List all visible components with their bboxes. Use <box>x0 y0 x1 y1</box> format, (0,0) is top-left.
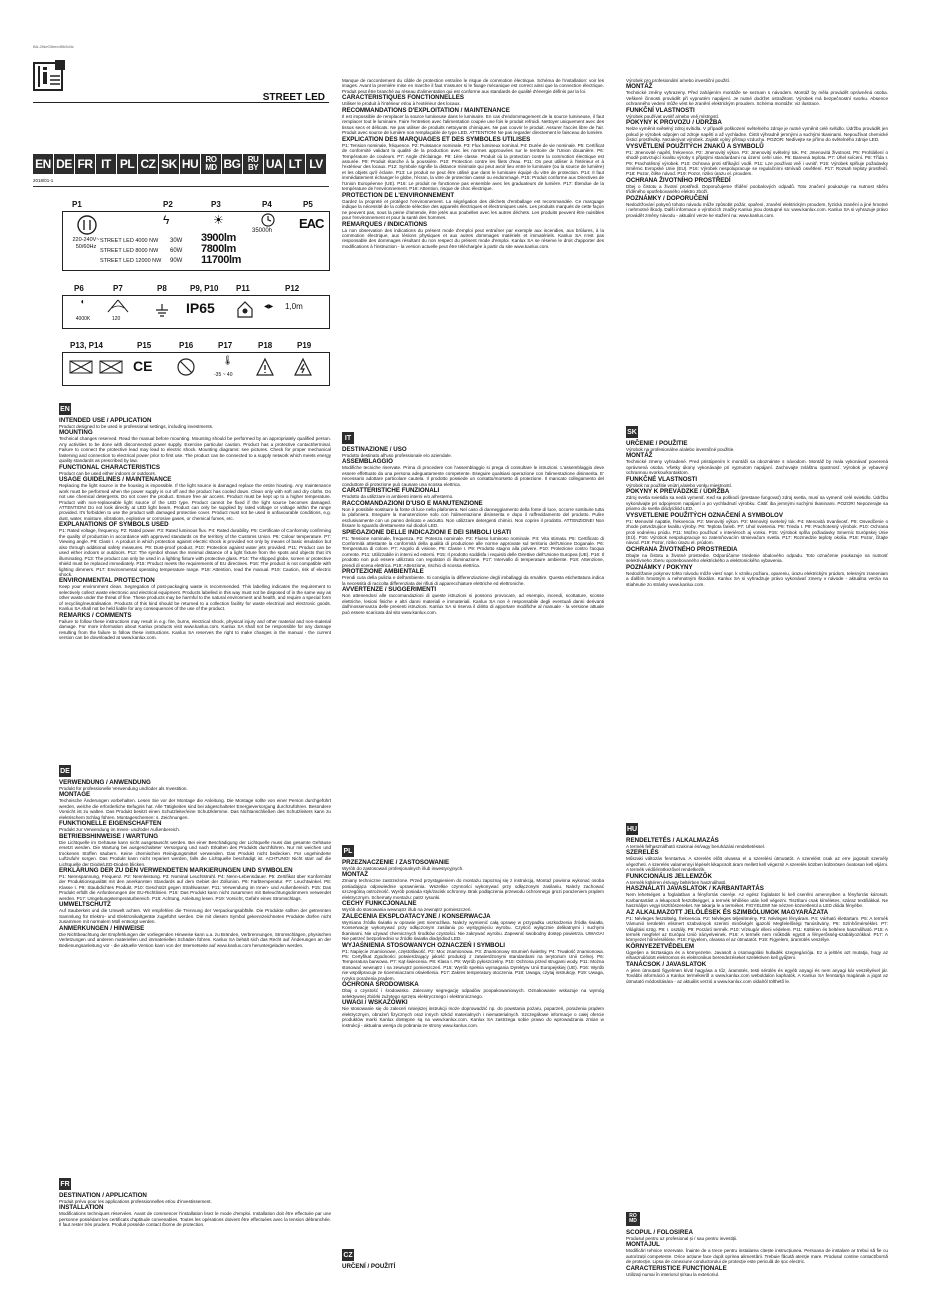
color-temp: 4000K <box>75 316 91 322</box>
section-fr: DESTINATION / APPLICATION Produit prévu pour les applications professionnelles et/ou d'investissement. INSTALLATION Modifications techniques réservées. Avant de commencer l'installation lisez le mode d'emploi. Installation doit être effectuée par une personne possédant les certificats d'aptitude convenables. Toutes les opérations doivent être effectuées avec la tension débranchée. Il faut rester très prudent. Produit possède contact /borne de protection. <box>59 1192 331 1228</box>
watt-2: 60W <box>170 248 183 254</box>
manual-icon <box>33 58 67 92</box>
read-manual-icon <box>255 357 275 382</box>
protective-glass-icon <box>68 358 128 381</box>
section-tag-cz: CZ <box>342 1249 354 1261</box>
lumen-2: 7800lm <box>201 243 236 255</box>
beam-angle: 120 <box>112 316 121 322</box>
lang-ua: UA <box>264 154 284 174</box>
p19-label: P19 <box>297 341 312 350</box>
lumen-3: 11700lm <box>201 254 242 266</box>
doc-date: 2018/01-1 <box>33 178 54 183</box>
lumen-1: 3900lm <box>201 232 236 244</box>
p5-label: P5 <box>303 200 313 209</box>
p18-label: P18 <box>258 341 273 350</box>
min-distance: 1,0m <box>285 302 303 311</box>
lang-it: IT <box>96 154 116 174</box>
lang-en: EN <box>33 154 53 174</box>
watt-3: 90W <box>170 258 183 264</box>
section-tag-sk: SK <box>626 426 638 438</box>
p1-label: P1 <box>72 200 82 209</box>
p17-label: P17 <box>218 341 233 350</box>
lang-bg: BG <box>222 154 242 174</box>
section-hu: RENDELTETÉS / ALKALMAZÁS A termék felhasználható szakmai és/vagy beruházási rendeltetéssel. SZERELÉS Műszaki változás fenntartva. A szerelés előtt olvassa el a szerelési útmutatót. A szerelést csak az erre jogosult személy végezheti. A szerelés valamennyi lépését kikapcsolt áram mellett kell végezni! A szerelés közben különösen óvatosan kell eljárni. A termék védőérintkezővel rendelkezik. FUNKCIONÁLIS JELLEMZŐK A termék kültéren és/vagy beltérben használható. HASZNÁLATI JAVASLATOK / KARBANTARTÁS Nem lehetséges a foglalatban a fényforrás cseréje. Az egész foglalatot ki kell cserélni amennyiben a fényforrás károsult. Karbantartást a lekapcsolt feszültséggel, a termék lehűlése után kell végezni. Tisztítani csak kíméletes, száraz textíliákkal. Ne használjon vegyi tisztítószereket. Ne takarja le a terméket. FIGYELEM! Ne nézzen közvetlenül a LED dióda fényébe. AZ ALKALMAZOTT JELÖLÉSEK ÉS SZIMBÓLUMOK MAGYARÁZATA P1: Névleges feszültség, frekvencia. P2: Névleges teljesítmény. P3: Névleges fényáram. P4: Várható élettartam. P5: A termék Vámunió területén elismert szabványok szerinti minőségét igazoló Megfelelőségi Tanúsítvány. P6: Színhőmérséklet. P7: Világítási szög. P8: I. osztály. P9: Porzáró termék. P10: Vízsugár elleni védelem. P11: Kültéren és beltéren használható. P15: A termék megfelel az Európai Unió irányelveinek. P16: A termék nem működik együtt a fényerősség-szabályozókkal. P17: A környezet hőmérséklete. P18: Figyelem, olvassa el az útmutatót. P19: Figyelem, áramütés veszélye. KÖRNYEZETVÉDELEM Ügyeljen a tisztaságra és a környezetre. Javasolt a csomagolási hulladék szegregációja. Ez a jelölés azt mutatja, hogy az elhasználódott elektromos és elektronikus berendezéseket szelektíven kell gyűjteni. TANÁCSOK / JAVASLATOK A jelen útmutató figyelmen kívül hagyása a tűz, áramütés, testi sérülés és egyéb anyagi és nem anyagi kár veszélyével jár. További információ a Kanlux termékeiről a www.kanlux.com weboldalon kaphatók. A Kanlux SA fenntartja magának a jogot az útmutató módosítására - az aktuális verzió a www.kanlux.com oldalról tölthető le. <box>626 837 888 984</box>
section-tag-ro: RO MD <box>626 1212 640 1226</box>
divider <box>33 186 329 187</box>
lang-lv: LV <box>306 154 326 174</box>
p16-label: P16 <box>179 341 194 350</box>
model-3: STREET LED 12000 NW <box>100 258 162 264</box>
section-it: DESTINAZIONE / USO Prodotto destinato all'uso professionale e/o aziendale. ASSEMBLAGGIO Modifiche tecniche riservate. Prima di procedere con l'assemblaggio si prega di consultare le istruzioni. L'assemblaggio deve essere effettuato da una persona adeguatamente competente. Eseguire qualsiasi operazione con l'alimentazione disinserita. E' necessario adottare particolare cautela. Il prodotto possiede un contatto/morsetto di protezione. Il mancato collegamento del conduttore di protezione può causare una scossa elettrica. CARATTERISTICHE FUNZIONALI Prodotto da utilizzare in ambienti interni e/o all'esterno. RACCOMANDAZIONI D'USO E MANUTENZIONE Non è possibile sostituire la fonte di luce nella plafoniera. Nel caso di danneggiamento della fonte di luce, occorre sostituire tutta la plafoniera. Eseguire la manutenzione solo con l'alimentazione disinserita e dopo il raffreddamento del prodotto. Pulire esclusivamente con un panno delicato e asciutto. Non utilizzare detergenti chimici. Non coprire il prodotto. ATTENZIONE! Non fissare lo sguardo direttamente sul diodo/i LED. SPIEGAZIONE DELLE INDICAZIONI E DEI SIMBOLI USATI P1: Tensione nominale, frequenza. P2: Potenza nominale. P3: Flusso luminoso nominale. P4: Vita stimata. P5: Certificato di Conformità attestante la conformità della qualità di produzione alle norme approvate sul territorio dell'Unione Doganale. P6: Temperatura di colore. P7: Angolo di visione. P8: Classe I. P9: Prodotto stagno alla polvere. P10: Protezione contro l'acqua corrente. P11: Utilizzabile in interni ed esterni. P15: Il prodotto soddisfa i requisiti delle Direttive dell'Unione Europea (UE). P16: Il prodotto non può essere utilizzato con regolatori di illuminazione. P17: Intervallo di temperature ambiente. P18: Attenzione, prendi di scena elettrica. P19: Attenzione, rischio di scossa elettrica. PROTEZIONE AMBIENTALE Prendi cura della pulizia e dell'ambiente. Si consiglia la differenziazione degli imballaggi da smaltire. Questa etichettatura indica la necessità di raccolta differenziata dei rifiuti di apparecchiature elettriche ed elettroniche. AVVERTENZE / SUGGERIMENTI Non attenendosi alle raccomandazioni di queste istruzioni si possono provocare, ad esempio, incendi, scottature, scosse elettriche, lesioni fisiche e altri danni materiali e immateriali. Kanlux SA non è responsabile degli eventuali danni derivanti dall'inosservanza delle presenti istruzioni. Kanlux SA si riserva il diritto di apportare modifiche al manuale - la versione attuale può essere scaricata dal sito www.kanlux.com. <box>342 446 604 615</box>
section-ro: SCOPUL / FOLOSIREA Produsul pentru uz profesional și / sau pentru investiții. MONTAJUL Modificări tehnice rezervate. Înainte de a trece pentru instalarea citește instrucțiunea. Persoana de instalare ar trebui să fie cu autorizații competente. Orice acțiune face după oprirea alimentării. Trebuie făcută atenție mare. Produsul contine contact/bornă de protecție. Lipsa de conexiune conductorului de protecție este periculă de șoc electric. CARACTERISTICE FUNCȚIONALE Utilizați numai în interiorul și/sau la exterioriul. <box>626 1229 888 1277</box>
watt-1: 30W <box>170 238 183 244</box>
ce-icon: CE <box>133 358 153 374</box>
indoor-outdoor-icon <box>235 299 255 324</box>
lang-ro: RO MD <box>201 154 221 174</box>
model-2: STREET LED 8000 NW <box>100 248 159 254</box>
lang-hu: HU <box>180 154 200 174</box>
p9-10-label: P9, P10 <box>190 284 219 293</box>
lang-cz: CZ <box>138 154 158 174</box>
p4-label: P4 <box>262 200 272 209</box>
section-tag-pl: PL <box>342 845 354 857</box>
p12-label: P12 <box>285 284 300 293</box>
section-tag-it: IT <box>342 432 354 444</box>
section-tag-de: DE <box>59 765 71 777</box>
temperature-range: -35 ~ 40 <box>214 372 233 378</box>
section-sk: URČENIE / POUŽITIE Výrobok na profesionálne a/alebo investičné použitie. MONTÁŽ Technické zmeny vyhradené. Pred pristúpením k montáži sa oboznámte s návodom. Montáž by mala vykonávať poverená oprávnená osoba. Všetky úkony vykonávajte pri vypnutom napájaní. Zachovajte zvláštnu opatrnosť. Výrobok je vybavený ochrannou svorkou/kontaktom. FUNKČNÉ VLASTNOSTI Výrobok na použitie vnútri a/alebo vonku miestností. POKYNY K PREVÁDZKE / ÚDRŽBA Zdroj svetla svietidla sa nedá vymeniť. Keď sa poškodí (prestane fungovať) zdroj svetla, musí sa vymeniť celé svietidlo. Údržbu vykonávajte pri odpojenom napájaní a po vychladnutí výrobku. Čistiť iba jemnými suchými tkaninami. POZOR! Nepozerajte sa priamo do svetla diódy/diód LED. VYSVETLENIE POUŽITÝCH OZNAČENÍ A SYMBOLOV P1: Menovité napätie, frekvencia. P2: Menovitý výkon. P3: Menovitý svetelný tok. P4: Menovitá trvanlivosť. P5: Osvedčenie o zhode potvrdzujúce kvalitu výroby. P6: Teplota farieb. P7: Uhol svietenia. P8: Trieda I. P9: Prachotesný výrobok. P10: Ochrana proti vodnému prúdu. P11: Možno používať v interiéroch aj vonku. P15: Výrobok spĺňa požiadavky Smerníc Európskej Únie (EÚ). P16: Výrobok nespolupracuje so zatemňovacím stmievačom svetla. P17: Rozmedzie teploty okolia. P18: Pozor, čítajte návod. P19: Pozor, riziko úrazu el. prúdom. OCHRANA ŽIVOTNÉHO PROSTREDIA Dbajte na čistotu a životné prostredie. Odporúčame triedenie obalového odpadu. Toto označenie poukazuje na nutnosť selektívneho zberu opotrebovaného elektrického a elektronického vybavenia. POZNÁMKY / POKYNY Nedodržanie pokynov tohto návodu môže viesť napr. k vzniku požiaru, opareniu, úrazu elektrickým prúdom, telesným zraneniam a ďalším hmotným a nehmotným škodám. Kanlux SA si vyhradzuje právo vykonávať zmeny v návode - aktuálna verzia na stiahnutie zo stránky www.kanlux.com. <box>626 440 888 587</box>
p2-label: P2 <box>163 200 173 209</box>
ip-rating: IP65 <box>186 300 215 316</box>
lang-ru: RU BY <box>243 154 263 174</box>
rated-life: 35000h <box>252 228 273 234</box>
section-tag-hu: HU <box>626 823 638 835</box>
section-de: VERWENDUNG / ANWENDUNG Produkt für professionelle Verwendung und/oder als Investition. MONTAGE Technische Änderungen vorbehalten. Lesen Sie vor der Montage die Anleitung. Die Montage sollte von einer Person durchgeführt werden, welche die erforderliche Befugnis hat. Alle Tätigkeiten sind bei abgeschalteter Energieversorgung durchzuführen. Besondere Vorsicht ist zu walten. Das Produkt besitzt einen Schutzleiter/eine Schutzklemme. Das Nichtanschließen des Schutzleiters kann zu elektrischem Schlag führen. Montageschemen: s. Zeichnungen. FUNKTIONELLE EIGENSCHAFTEN Produkt zur Verwendung im Innen- und/oder Außenbereich. BETRIEBSHINWEISE / WARTUNG Die Lichtquelle im Gehäuse kann nicht ausgetauscht werden. Bei einer Beschädigung der Lichtquelle muss das gesamte Gehäuse ersetzt werden. Die Wartung bei ausgeschalteter Versorgung und nach Erkalten des Produkts durchführen. Nur mit weichen und trockenen Stoffen säubern. Keine chemischen Reinigungsmittel verwenden. Das Produkt nicht bedecken. Für ungehinderte Luftzufuhr sorgen. Das Produkt kann nicht repariert werden, falls die Lichtquelle beschädigt ist. ACHTUNG! Nicht starr auf die Lichtquelle der Diode/LED-Dioden blicken. ERKLÄRUNG DER ZU DEN VERWENDETEN MARKIERUNGEN UND SYMBOLEN P1: Nennspannung, Frequenz. P2: Nennleistung. P3: Nominal Leuchtstrahl. P4: Nenn-Lebensdauer. P5: Zertifikat über Konformität der Produktionsqualität mit den anerkannten Standards auf dem Gebiet der Zollunion. P6: Farbtemperatur. P7: Leuchtwinkel. P8: Klasse I. P9: Staubdichtes Produkt. P10: Geschützt gegen Strahlwasser. P11: Verwendung im Innen- und Außenbereich. P15: Das Produkt erfüllt die Anforderungen der EU-Richtlinien. P16: Das Produkt kann nicht zusammen mit Beleuchtungsdimmern verwendet werden. P17: Umgebungstemperaturbereich. P18: Achtung, Anleitung lesen. P19: Vorsicht, Gefahr eines Stromschlags. UMWELTSCHUTZ Auf Sauberkeit und die Umwelt achten. Wir empfehlen die Trennung der Verpackungsabfälle. Die Produkte sollten der getrennten Sammlung für Elektro- und Elektronikaltgeräte zugeführt werden. Die mit diesem Symbol gekennzeichneten Produkte dürfen nicht zusammen mit normalem Müll entsorgt werden. ANMERKUNGEN / HINWEISE Die Nichtbeachtung der Empfehlungen der vorliegenden Hinweise kann u.a. zu Bränden, Verbrennungen, Stromschlägen, physischen Verletzungen und anderen materiellen und immateriellen Schäden führen. Kanlux SA behält sich das Recht auf Änderungen an der Bedienungsanleitung vor - die aktuelle Version kann von der Internetseite auf www.kanlux.com heruntergeladen werden. <box>59 779 331 948</box>
bolt-icon: ϟ <box>163 213 170 227</box>
eac-icon: EAC <box>299 216 324 231</box>
rated-voltage: 220-240V~ 50/60Hz <box>72 237 100 250</box>
p3-label: P3 <box>211 200 221 209</box>
lang-fr: FR <box>75 154 95 174</box>
lang-pl: PL <box>117 154 137 174</box>
p11-label: P11 <box>236 284 250 293</box>
lumen-list <box>201 233 241 266</box>
lang-de: DE <box>54 154 74 174</box>
language-flags <box>33 154 333 174</box>
p6-label: P6 <box>74 284 84 293</box>
thermometer-icon: 🌡 <box>222 355 234 365</box>
p13-14-label: P13, P14 <box>70 341 103 350</box>
color-temp-icon: ◐ <box>80 297 86 306</box>
section-tag-fr: FR <box>59 1178 71 1190</box>
earth-icon <box>154 303 170 322</box>
section-cz: URČENÍ / POUŽITÍ <box>342 1263 396 1270</box>
p8-label: P8 <box>157 284 167 293</box>
page-title: STREET LED <box>262 92 325 103</box>
lang-lt: LT <box>285 154 305 174</box>
p15-label: P15 <box>137 341 152 350</box>
shock-risk-icon <box>293 357 313 382</box>
model-list <box>100 236 161 266</box>
min-distance-icon: ◀▶ <box>264 304 274 310</box>
section-tag-en: EN <box>59 403 71 415</box>
section-pl: PRZEZNACZENIE / ZASTOSOWANIE Wyrób do zastosowań profesjonalnych i/lub inwestycyjnych. MONTAŻ Zmiany techniczne zastrzeżone. Przed przystąpieniem do montażu zapoznaj się z instrukcją. Montaż powinna wykonać osoba posiadająca odpowiednie uprawnienia. Wszelkie czynności wykonywać przy odłączonym zasilaniu. Należy zachować szczególną ostrożność. Wyrób posiada styk/zacisk ochronny. Brak podłączenia przewodu ochronnego grozi porażeniem prądem elektrycznym. Schematy montażu: patrz rysunki. CECHY FUNKCJONALNE Wyrób do stosowania wewnątrz i/lub na zewnątrz pomieszczeń. ZALECENIA EKSPLOATACYJNE / KONSERWACJA Wymiana źródła światła w oprawie jest niemożliwa. Należy wymienić całą oprawę w przypadku uszkodzenia źródła światła. Konserwację wykonywać przy odłączonym zasilaniu po wystygnięciu wyrobu. Czyścić wyłącznie delikatnymi i suchymi tkaninami. Nie używać chemicznych środków czystości. Nie zakrywać wyrobu. Zapewnić swobodny dostęp powietrza. UWAGA! Nie patrzeć bezpośrednio w źródło światła diody/diod LED. WYJAŚNIENIA STOSOWANYCH OZNACZEŃ I SYMBOLI P1: Napięcie znamionowe, częstotliwość. P2: Moc znamionowa. P3: Znamionowy strumień świetlny. P4: Trwałość znamionowa. P5: Certyfikat Zgodności potwierdzający jakość produkcji z zatwierdzonymi standardami na terytorium Unii Celnej. P6: Temperatura barwowa. P7: Kąt świecenia. P8: Klasa I. P9: Wyrób pyłoszczelny. P10: Ochrona przed strugami wody. P11: Można stosować wewnątrz i na zewnątrz pomieszczeń. P15: Wyrób spełnia wymagania Dyrektyw Unii Europejskiej (UE). P16: Wyrób nie współpracuje ze ściemniaczami oświetlenia. P17: Zakres temperatury otoczenia. P18: Uwaga, czytaj instrukcję. P19: Uwaga, ryzyko porażenia prądem. OCHRONA ŚRODOWISKA Dbaj o czystość i środowisko. Zalecamy segregację odpadów poopakowaniowych. Oznakowanie wskazuje na wymóg selektywnej zbiórki zużytego sprzętu elektrycznego i elektronicznego. UWAGI / WSKAZÓWKI Nie stosowanie się do zaleceń niniejszej instrukcji może doprowadzić np. do powstania pożaru, poparzeń, porażenia prądem elektrycznym, obrażeń fizycznych oraz innych szkód materialnych i niematerialnych. Szczegółowe informacje o całej ofercie produktów marki Kanlux dostępne są na www.kanlux.com. Kanlux SA zastrzega sobie prawo do wprowadzania zmian w instrukcji - aktualna wersja do pobrania ze strony www.kanlux.com. <box>342 859 604 1028</box>
watt-list <box>170 236 182 266</box>
doc-code: BA-2fde03beed5b5d4c <box>33 44 74 49</box>
section-fr-continued: Manque de raccordement du câble de protection entraîne le risque de commotion électrique. Schéma de l'installation: voir les images. Avant la première mise en marche il faut s'assurer si le fixage mécanique est correct ainsi que la connection électrique. Produit peut être branché au réseau d'alimentation qui est conforme aux standards de qualité d'énergie définis par la loi. CARACTERISTIQUES FONCTIONNELLES Utiliser le produit à l'intérieur et/ou à l'extérieur des locaux. RECOMMANDATIONS D'EXPLOITATION / MAINTENANCE Il est impossible de remplacer la source lumineuse dans le luminaire. En cas d'endommagement de la source lumineuse, il faut remplacer tout le luminaire. Faire l'entretien avec l'alimentation coupée une fois le produit refroidi. Nettoyer uniquement avec des tissus secs et délicats. Ne pas utiliser de produits nettoyants chimiques. Ne pas couvrir le produit. Assurer l'accès libre de l'air. Produit avec source de lumière non remplaçable de type LED. ATTENTION! Ne pas regarder directement le faisceau de lumière. EXPLICATION DES MARQUAGES ET DES SYMBOLES UTILISES P1: Tension nominale, fréquence. P2: Puissance nominale. P3: Flux lumineux nominal. P4: Durée de vie nominale. P5: Certificat de conformité validant la qualité de la production avec les normes approuvées sur le territoire de l'Union douanière. P6: Température de couleurs. P7: Angle d'éclairage. P8: 1ère classe. Produit où la protection contre la commotion électrique est assurée. P9: Produit étanche à la poussière. P10: Protection contre les filets d'eau. P11: On peut utiliser à l'intérieur et à l'extérieur des locaux. P12: Symbole signifie la distance minimale qui peut avoir lieu entre le luminaire (ou la source de lumière) et les objets qu'il éclaire. P13: Le produit ne peut être utilisé que dans le luminaire équipé du vitre de protection. P14: Il faut immédiatement échanger le globe, l'écran, la vitre de protection cassé ou endommagé. P15: Produit conforme aux Directives de l'Union Européenne (UE). P16: Le produit ne fonctionne pas ensemble avec les graduateurs de lumière. P17: Étendue de la température de l'environnement. P18: Attention, risque de choc électrique. PROTECTION DE L'ENVIRONNEMENT Gardez la propreté et protégez l'environnement. La ségrégation des déchets d'emballage est recommandée. Ce marquage indique la nécessité de la collecte sélective des appareils électriques et électroniques usés. Les produits marqués de cette façon ne peuvent pas, sous la peine d'amende, être jetés aux poubelles avec les autres déchets. Les produits peuvent être nuisibles pour l'environnement et pour la santé des hommes. REMARQUES / INDICATIONS La non observation des indications du présent mode d'emploi peut entraîner par exemple aux incendies, aux brûlures, à la commotion électrique, aux lésions physiques et aux autres dommages matériels et immatériels. Kanlux SA n'est pas responsable des dommages résultant du non respect du présent mode d'emploi. Kanlux SA se réserve le droit d'apporter des modifications à l'instruction - la version actuelle peut être téléchargée à partir du site www.kanlux.com. <box>342 78 604 249</box>
lang-sk: SK <box>159 154 179 174</box>
section-cz-continued: Výrobek pro profesionální a/nebo investiční použití. MONTÁŽ Technické změny vyhrazeny. Před zahájením montáže se seznam s návodem. Montáž by měla provádět oprávněná osoba. Veškeré činnosti provádět při vypnutém napájení. Je nutné dodržet ostražitost. Výrobek má bezpečnostní svorku. Absence ochranného vedení může vést ke zranění elektrickým proudem. Schéma montáže: viz ilustrace. FUNKČNÍ VLASTNOSTI Výrobek používat uvnitř a/nebo vně místností. POKYNY K PROVOZU / ÚDRŽBA Nelze vyměnit světelný zdroj svítidla. V případě poškození světelného zdroje je nutné vyměnit celé svítidlo. Údržbu provádět jen pokud je výrobek odpojen od zdroje napětí a až vychladne. Čistit výhradně jemnými a suchými tkaninami. Nepoužívat chemické čisticí prostředky. Nezakrývat výrobek. Zajistit volný přístup vzduchu. POZOR: Nedívejte se přímo do světelného zdroje LED. VYSVĚTLENÍ POUŽITÝCH ZNAKŮ A SYMBOLŮ P1: Jmenovité napětí, frekvence. P2: Jmenovitý výkon. P3: Jmenovitý světelný tok. P4: Jmenovitá životnost. P5: Prohlášení o shodě potvrzující kvalitu výroby s přijatými standardami na území celní unie. P6: Barevná teplota. P7: Úhel svícení. P8: Třída I. P9: Prachotěsný výrobek. P10: Ochrana proti stříkající vodě. P11: Lze používat vně i uvnitř. P15: Výrobek splňuje požadavky Směrnic Evropské Unie (EU). P16: Výrobek nespolupracuje se regulačními stmívači osvětlení. P17: Rozsah teploty prostředí. P18: Pozor, čtěte návod. P19: Pozor, riziko úrazu el. proudem. OCHRANA ŽIVOTNÍHO PROSTŘEDÍ Dbej o čistotu a životní prostředí. Doporučujeme třídění poobalových odpadů. Toto značení poukazuje na nutnost sběru tříděného opotřebovaného elektro zboží. POZNÁMKY / DOPORUČENÍ Nedodržování pokynů tohoto návodu může způsobit požár, opaření, zranění elektrickým proudem, fyzická zranění a jiné hmotné i nehmotné škody. Další informace o výrobcích značky Kanlux jsou dostupné na: www.kanlux.com. Kanlux SA si vyhrazuje právo provádět změny návodu - aktuální verze ke stažení na: www.kanlux.com. <box>626 78 888 218</box>
no-dimmer-icon <box>176 357 196 382</box>
bulb-icon: ☀ <box>213 213 224 227</box>
p7-label: P7 <box>113 284 123 293</box>
section-en: INTENDED USE / APPLICATION Product designed to be used in professional settings, including investments. MOUNTING Technical changes reserved. Read the manual before mounting. Mounting should be performed by an appropriately qualified person. Any activities to be done with disconnected power supply. Exercise particular caution. Product has a protective contact/terminal. Failure to connect the protective lead may lead to electric shock. Mounting diagrams: see pictures. Check for proper mechanical fastening and connection to electrical power prior to first use. The product can be connected to a supply network which meets energy quality standards as prescribed by law. FUNCTIONAL CHARACTERISTICS Product can be used either indoors or outdoors. USAGE GUIDELINES / MAINTENANCE Replacing the light source in the housing is impossible. If the light source is damaged replace the entire housing. Any maintenance work must be performed when the power supply is cut off and the product has cooled down. Clean only with soft and dry cloths. Do not use chemical detergents. Do not cover the product. Ensure free air access. Product must be kept up to a higher temperature. Product with non-replaceable light source of the LED type. Product cannot be fixed if the light source becomes damaged. ATTENTION! Do not look directly at LED light beam. Product can only be supplied by rated voltage or voltage within the range provided. It's forbidden to use the product with damaged protective cover. Product must not be used in unfavourable conditions, e.g. dust, water, moisture, vibrations, explosive or corrosive gases, or chemical fumes, etc. EXPLANATIONS OF SYMBOLS USED P1: Rated voltage, frequency. P2: Rated power. P3: Rated luminous flux. P4: Rated durability. P5: Certificate of Conformity confirming the quality of production in accordance with approved standards on the territory of the Customs Union. P6: Colour temperature. P7: Viewing angle. P8: Class I. A product in which protection against electric shock is provided not only by means of basic insulation but also through additional safety measures. P9: Dust-proof product. P10: Protection against water jets provided. P11: Product can be used either indoors or outdoors. P12: The symbol shows the minimal distance of a light fixture from the spots and objects that it's illuminating. P13: The product can only be used in a lighting fixture with protective glass. P14: The shipped globe, screen or protective shield must be replaced immediately. P15: Product meets the requirements of EU directives. P16: The product is not compatible with lighting dimmers. P17: Environmental operating temperature range. P18: Attention, read the manual. P19: Caution, risk of electric shock. ENVIRONMENTAL PROTECTION Keep your environment clean. Segregation of post-packaging waste is recommended. This labelling indicates the requirement to selectively collect waste electronic and electrical equipment. Products labelled in this way must not be disposed of in the same way as other waste under the threat of fine. These products may be harmful to the natural environment and health, and require a special form of recycling/neutralisation. Products of this kind should be returned to a collection facility for waste electrical and electronic goods. Kanlux SA shall not be held liable for any consequences of the use of the product. REMARKS / COMMENTS Failure to follow these instructions may result in e.g. fire, burns, electrical shock, physical injury and other material and non-material damage. For more information about Kanlux products visit www.kanlux.com. Kanlux SA shall not be responsible for any damage resulting from the failure to follow these instructions. Kanlux SA reserves the right to make changes in the manual - the current version can be downloaded at www.kanlux.com. <box>59 417 331 641</box>
model-1: STREET LED 4000 NW <box>100 238 159 244</box>
